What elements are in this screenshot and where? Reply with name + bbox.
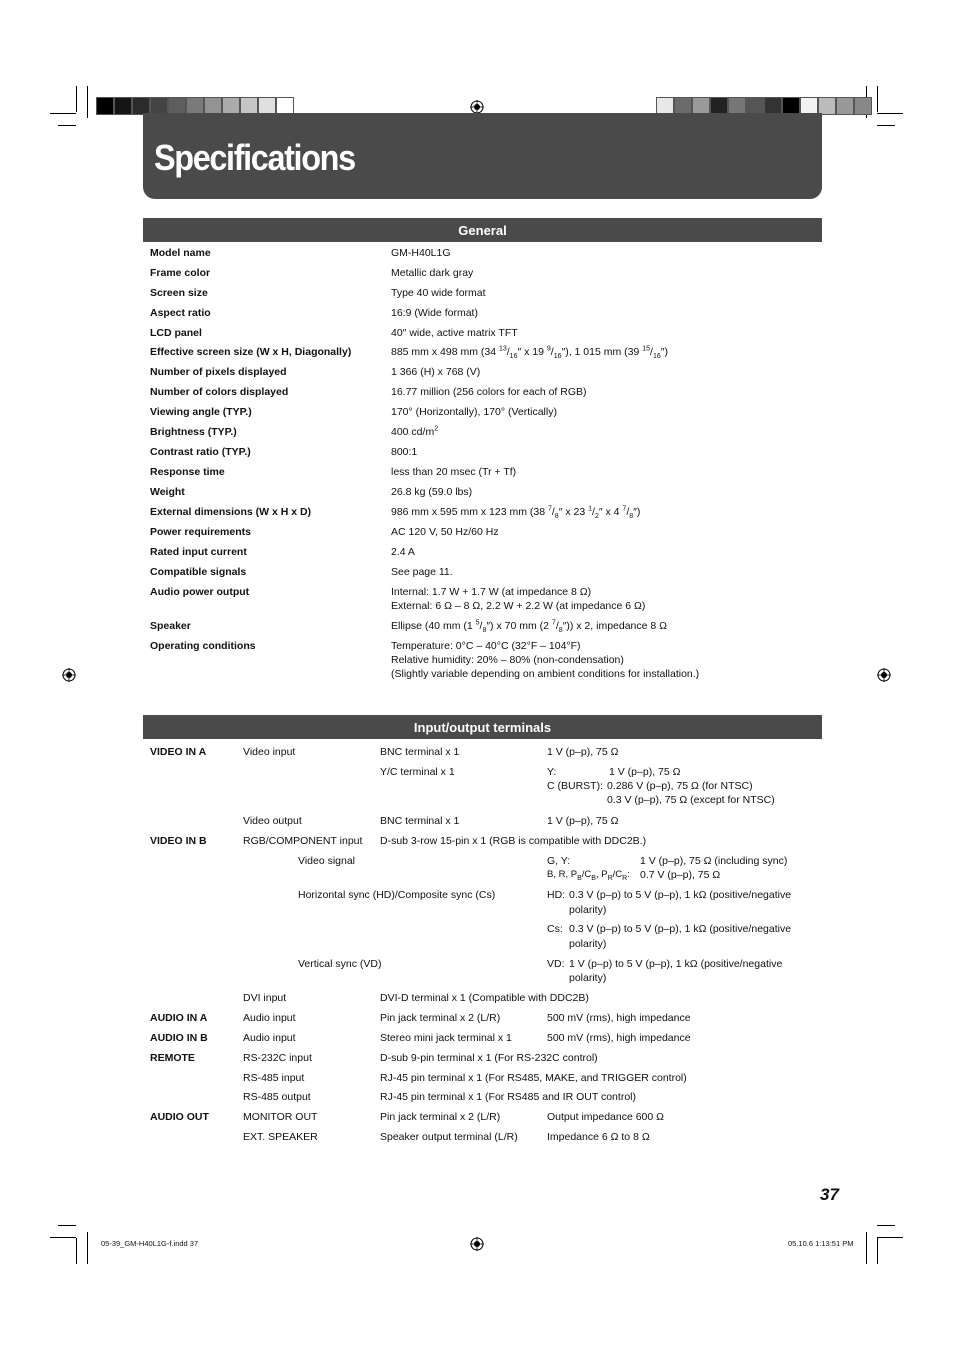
io-terminal: RJ-45 pin terminal x 1 (For RS485, MAKE, and TRIGGER control) xyxy=(380,1072,687,1084)
spec-label: External dimensions (W x H x D) xyxy=(150,506,312,518)
io-terminal: BNC terminal x 1 xyxy=(380,746,460,758)
section-heading-general: General xyxy=(143,218,822,242)
crop-mark xyxy=(866,1232,867,1264)
io-port: RS-232C input xyxy=(243,1052,312,1064)
spec-label: Effective screen size (W x H, Diagonally) xyxy=(150,346,352,358)
registration-mark-icon xyxy=(470,1237,484,1251)
spec-value: 16:9 (Wide format) xyxy=(391,307,478,319)
crop-mark xyxy=(76,1238,77,1264)
spec-value: GM-H40L1G xyxy=(391,247,451,259)
spec-value: See page 11. xyxy=(391,566,453,578)
io-spec-label: B, R, $P_B/C_B$, $P_R/C_R$: xyxy=(547,869,630,882)
io-spec: 500 mV (rms), high impedance xyxy=(547,1012,691,1024)
io-spec-label: HD: xyxy=(547,889,566,901)
crop-mark xyxy=(50,1237,76,1238)
spec-value: Ellipse (40 mm (1 $^5/_8''$) x 70 mm (2 $^7/_8''$)) x 2, impedance 8 Ω xyxy=(391,619,667,635)
spec-label: Compatible signals xyxy=(150,566,247,578)
io-group-label: VIDEO IN A xyxy=(150,746,207,758)
io-terminal: Pin jack terminal x 2 (L/R) xyxy=(380,1111,501,1123)
io-terminal: Pin jack terminal x 2 (L/R) xyxy=(380,1012,501,1024)
io-subsignal: Horizontal sync (HD)/Composite sync (Cs) xyxy=(298,889,496,901)
crop-mark xyxy=(87,1232,88,1264)
footer-timestamp: 05.10.6 1:13:51 PM xyxy=(788,1239,854,1248)
io-spec: 1 V (p–p), 75 Ω xyxy=(547,746,619,758)
io-spec-label: Cs: xyxy=(547,923,563,935)
spec-label: Weight xyxy=(150,486,185,498)
io-port: Audio input xyxy=(243,1032,296,1044)
spec-value: 26.8 kg (59.0 lbs) xyxy=(391,486,473,498)
io-port: Video input xyxy=(243,746,296,758)
spec-value: 986 mm x 595 mm x 123 mm (38 $^7/_8''$ x 23 $^1/_2''$ x 4 $^7/_8''$) xyxy=(391,505,641,521)
io-subsignal: Video signal xyxy=(298,855,356,867)
crop-mark xyxy=(87,86,88,118)
io-terminal: Stereo mini jack terminal x 1 xyxy=(380,1032,512,1044)
registration-mark-icon xyxy=(877,668,891,682)
io-terminal: D-sub 3-row 15-pin x 1 (RGB is compatible with DDC2B.) xyxy=(380,835,647,847)
io-group-label: REMOTE xyxy=(150,1052,195,1064)
io-group-label: AUDIO IN A xyxy=(150,1012,208,1024)
footer-file-info: 05-39_GM-H40L1G-f.indd 37 xyxy=(101,1239,199,1248)
io-group-label: AUDIO OUT xyxy=(150,1111,209,1123)
spec-label: Viewing angle (TYP.) xyxy=(150,406,252,418)
spec-label: LCD panel xyxy=(150,327,202,339)
io-group-label: VIDEO IN B xyxy=(150,835,207,847)
spec-label: Number of pixels displayed xyxy=(150,366,287,378)
io-spec-label: Y: xyxy=(547,766,557,778)
spec-label: Screen size xyxy=(150,287,208,299)
crop-mark xyxy=(76,86,77,112)
crop-mark xyxy=(877,86,878,112)
page-number: 37 xyxy=(820,1185,839,1204)
io-port: EXT. SPEAKER xyxy=(243,1131,318,1143)
io-spec: Output impedance 600 Ω xyxy=(547,1111,665,1123)
spec-value: 800:1 xyxy=(391,446,418,458)
spec-value: Type 40 wide format xyxy=(391,287,486,299)
spec-value: Temperature: 0°C – 40°C (32°F – 104°F) Relative humidity: 20% – 80% (non-condensation) (Slightly variable depending on ambient conditions for installation.) xyxy=(391,640,700,680)
crop-mark xyxy=(50,113,76,114)
crop-mark xyxy=(877,125,895,126)
io-subsignal: Vertical sync (VD) xyxy=(298,958,382,970)
spec-value: 2.4 A xyxy=(391,546,415,558)
io-group-label: AUDIO IN B xyxy=(150,1032,208,1044)
io-terminal: Y/C terminal x 1 xyxy=(380,766,455,778)
io-spec: 0.3 V (p–p) to 5 V (p–p), 1 kΩ (positive/negative xyxy=(569,923,792,935)
io-spec: 0.3 V (p–p), 75 Ω (except for NTSC) xyxy=(607,794,775,806)
io-spec-label: G, Y: xyxy=(547,855,571,867)
spec-label: Aspect ratio xyxy=(150,307,211,319)
spec-label: Audio power output xyxy=(150,586,250,598)
io-port: Audio input xyxy=(243,1012,296,1024)
crop-mark xyxy=(58,125,76,126)
crop-mark xyxy=(58,1225,76,1226)
io-spec: Impedance 6 Ω to 8 Ω xyxy=(547,1131,650,1143)
io-spec: 500 mV (rms), high impedance xyxy=(547,1032,691,1044)
spec-label: Operating conditions xyxy=(150,640,256,652)
io-spec-label: C (BURST): xyxy=(547,780,603,792)
io-spec: polarity) xyxy=(569,904,607,916)
spec-value: 170° (Horizontally), 170° (Vertically) xyxy=(391,406,557,418)
io-spec: 1 V (p–p), 75 Ω xyxy=(547,815,619,827)
io-spec: 1 V (p–p), 75 Ω (including sync) xyxy=(640,855,788,867)
spec-label: Response time xyxy=(150,466,225,478)
io-spec: polarity) xyxy=(569,938,607,950)
spec-label: Contrast ratio (TYP.) xyxy=(150,446,251,458)
spec-value: less than 20 msec (Tr + Tf) xyxy=(391,466,517,478)
spec-value: AC 120 V, 50 Hz/60 Hz xyxy=(391,526,499,538)
spec-value: 40″ wide, active matrix TFT xyxy=(391,327,518,339)
io-terminal: D-sub 9-pin terminal x 1 (For RS-232C control) xyxy=(380,1052,598,1064)
io-spec: 0.3 V (p–p) to 5 V (p–p), 1 kΩ (positive/negative xyxy=(569,889,792,901)
io-port: RGB/COMPONENT input xyxy=(243,835,363,847)
registration-mark-icon xyxy=(470,100,484,114)
spec-label: Brightness (TYP.) xyxy=(150,426,237,438)
spec-label: Rated input current xyxy=(150,546,247,558)
spec-label: Power requirements xyxy=(150,526,251,538)
io-spec: 0.286 V (p–p), 75 Ω (for NTSC) xyxy=(607,780,753,792)
spec-label: Speaker xyxy=(150,620,191,632)
io-port: RS-485 input xyxy=(243,1072,305,1084)
io-spec-label: VD: xyxy=(547,958,565,970)
io-spec: 0.7 V (p–p), 75 Ω xyxy=(640,869,721,881)
io-spec: 1 V (p–p) to 5 V (p–p), 1 kΩ (positive/negative xyxy=(569,958,783,970)
section-heading-io: Input/output terminals xyxy=(143,715,822,739)
io-port: DVI input xyxy=(243,992,287,1004)
crop-mark xyxy=(877,1225,895,1226)
spec-label: Frame color xyxy=(150,267,211,279)
spec-value: 16.77 million (256 colors for each of RGB) xyxy=(391,386,587,398)
spec-value: 400 $cd/m^2$ xyxy=(391,425,439,438)
spec-label: Number of colors displayed xyxy=(150,386,289,398)
io-terminal: RJ-45 pin terminal x 1 (For RS485 and IR OUT control) xyxy=(380,1091,636,1103)
crop-mark xyxy=(877,113,903,114)
spec-value: 1 366 (H) x 768 (V) xyxy=(391,366,481,378)
io-spec: 1 V (p–p), 75 Ω xyxy=(609,766,681,778)
io-terminal: Speaker output terminal (L/R) xyxy=(380,1131,518,1143)
io-port: Video output xyxy=(243,815,302,827)
crop-mark xyxy=(877,1238,878,1264)
io-terminal: DVI-D terminal x 1 (Compatible with DDC2B) xyxy=(380,992,589,1004)
page-title: Specifications xyxy=(154,137,355,178)
spec-value: Metallic dark gray xyxy=(391,267,474,279)
spec-value: Internal: 1.7 W + 1.7 W (at impedance 8 Ω) External: 6 Ω – 8 Ω, 2.2 W + 2.2 W (at impedance 6 Ω) xyxy=(391,586,646,612)
io-terminal: BNC terminal x 1 xyxy=(380,815,460,827)
io-port: MONITOR OUT xyxy=(243,1111,318,1123)
spec-value: 885 mm x 498 mm (34 $^{13}/_{16}''$ x 19 $^9/_{16}''$), 1 015 mm (39 $^{15}/_{16}''$) xyxy=(391,345,668,361)
io-spec: polarity) xyxy=(569,972,607,984)
spec-label: Model name xyxy=(150,247,211,259)
crop-mark xyxy=(877,1237,903,1238)
registration-mark-icon xyxy=(62,668,76,682)
io-port: RS-485 output xyxy=(243,1091,311,1103)
